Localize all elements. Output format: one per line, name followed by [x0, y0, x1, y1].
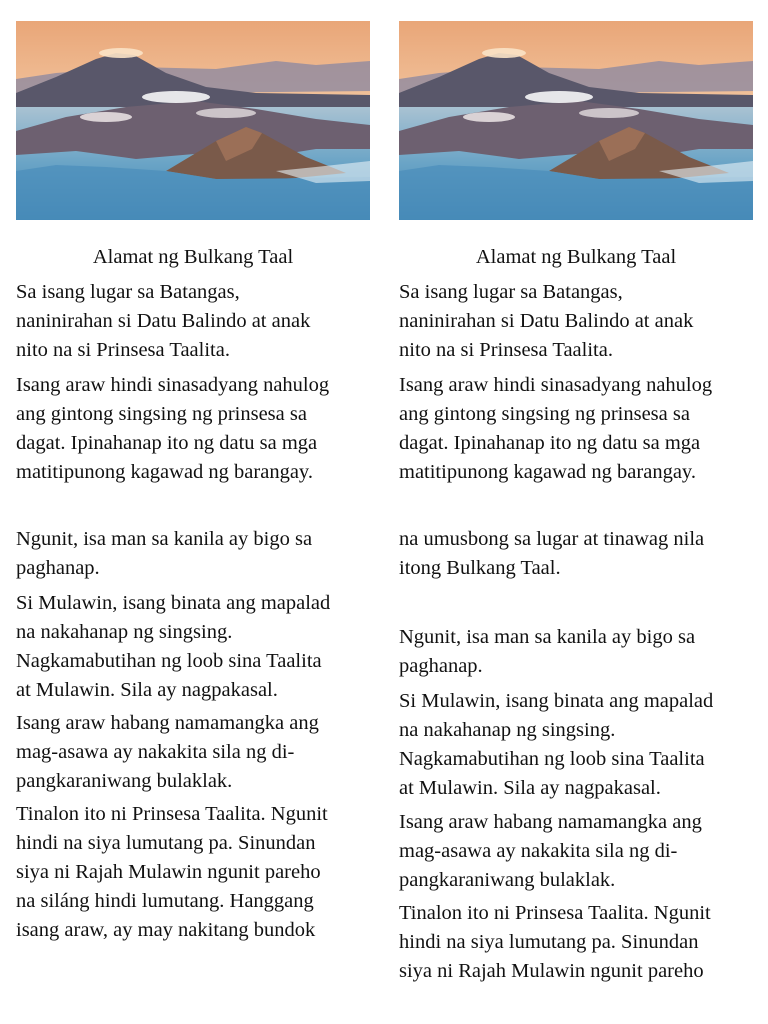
paragraph: Sa isang lugar sa Batangas, naninirahan si Datu Balindo at anak nito na si Prinsesa Taalita.: [16, 281, 311, 361]
taal-volcano-photo: [399, 21, 753, 220]
story-title: Alamat ng Bulkang Taal: [475, 246, 677, 268]
paragraph: Si Mulawin, isang binata ang mapalad na nakahanap ng singsing. Nagkamabutihan ng loob sina Taalita at Mulawin. Sila ay nagpakasal.: [16, 592, 331, 701]
paragraph: Isang araw hindi sinasadyang nahulog ang gintong singsing ng prinsesa sa dagat. Ipinahanap ito ng datu sa mga matitipunong kagawad ng barangay.: [16, 374, 330, 483]
story-title: Alamat ng Bulkang Taal: [92, 246, 294, 268]
paragraph: Tinalon ito ni Prinsesa Taalita. Ngunit hindi na siya lumutang pa. Sinundan siya ni Rajah Mulawin ngunit pareho na siláng hindi lumutang. Hanggang isang araw, ay may nakitang bundok: [16, 803, 328, 941]
paragraph: Isang araw habang namamangka ang mag-asawa ay nakakita sila ng di- pangkaraniwang bulaklak.: [399, 811, 702, 891]
paragraph: Isang araw habang namamangka ang mag-asawa ay nakakita sila ng di- pangkaraniwang bulaklak.: [16, 712, 319, 792]
paragraph: Si Mulawin, isang binata ang mapalad na nakahanap ng singsing. Nagkamabutihan ng loob sina Taalita at Mulawin. Sila ay nagpakasal.: [399, 690, 714, 799]
paragraph: Isang araw hindi sinasadyang nahulog ang gintong singsing ng prinsesa sa dagat. Ipinahanap ito ng datu sa mga matitipunong kagawad ng barangay.: [399, 374, 713, 483]
paragraph: Ngunit, isa man sa kanila ay bigo sa paghanap.: [399, 626, 696, 677]
taal-volcano-photo: [16, 21, 370, 220]
paragraph: Sa isang lugar sa Batangas, naninirahan si Datu Balindo at anak nito na si Prinsesa Taalita.: [399, 281, 694, 361]
paragraph: Ngunit, isa man sa kanila ay bigo sa paghanap.: [16, 528, 313, 579]
paragraph: na umusbong sa lugar at tinawag nila itong Bulkang Taal.: [399, 528, 705, 579]
paragraph: Tinalon ito ni Prinsesa Taalita. Ngunit hindi na siya lumutang pa. Sinundan siya ni Rajah Mulawin ngunit pareho: [399, 902, 711, 982]
